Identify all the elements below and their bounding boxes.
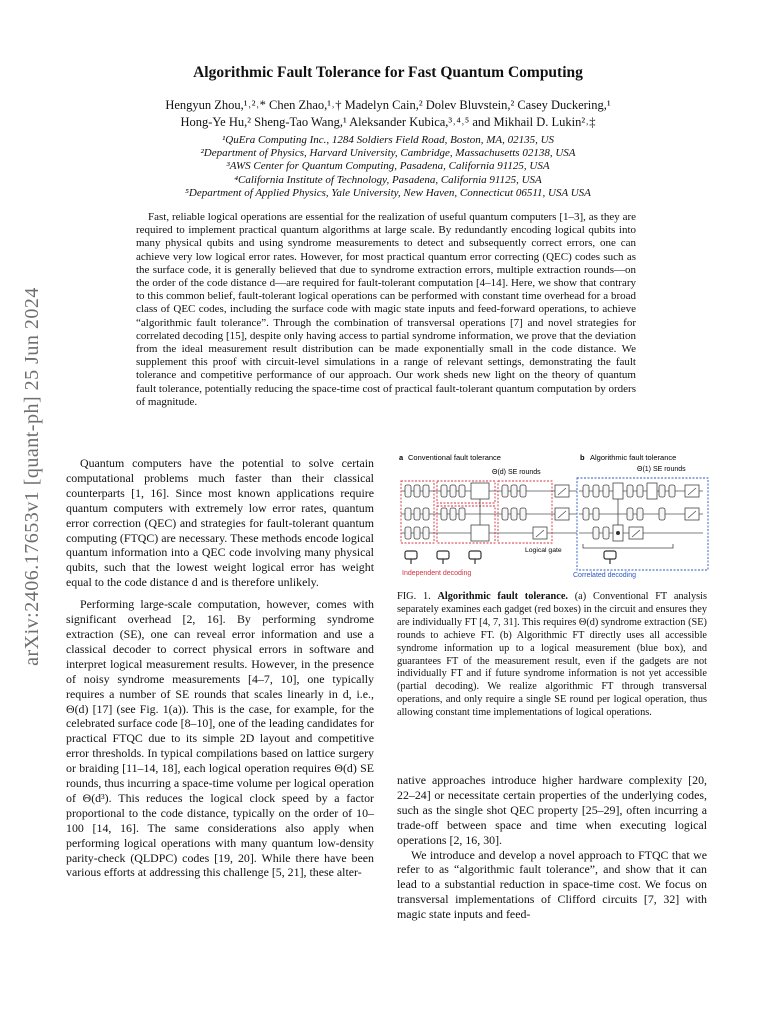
affiliations (120, 134, 656, 200)
logical-gate-box (613, 483, 623, 499)
se-block (593, 527, 599, 539)
decoder-monitor-icon (604, 551, 616, 559)
se-block (603, 527, 609, 539)
se-block (520, 508, 526, 520)
panel-b-rounds: Θ(1) SE rounds (637, 466, 686, 473)
independent-decoding-label: Independent decoding (402, 570, 472, 577)
se-block (423, 485, 429, 497)
logical-gate-box (471, 483, 489, 499)
logical-gate-label: Logical gate (525, 547, 562, 554)
correlated-decoding-label: Correlated decoding (573, 572, 637, 579)
measurement-box (685, 508, 699, 520)
se-block (450, 508, 456, 520)
body-column-right (397, 773, 707, 922)
decoder-monitor-icon (469, 551, 481, 559)
se-block (414, 485, 420, 497)
se-block (502, 485, 508, 497)
se-block (627, 485, 633, 497)
caption-label: FIG. 1. (397, 591, 431, 602)
se-block (405, 485, 411, 497)
se-block (511, 485, 517, 497)
body-paragraph: Quantum computers have the potential to solve certain computational problems much faster than their classical counterparts [1, 16]. Since most known applications require quantum computers with extremely low error rates, quantum error correction (QEC) and strategies for fault-tolerant quantum computing (FTQC) are necessary. These methods encode logical quantum information into a QEC code involving many physical qubits, such that the lowest weight logical error has weight equal to the code distance d and is therefore unlikely. (66, 456, 374, 590)
se-block (659, 508, 665, 520)
panel-b-title: Algorithmic fault tolerance (590, 453, 677, 462)
measurement-box (555, 485, 569, 497)
panel-a-label: a (399, 453, 404, 462)
se-block (459, 485, 465, 497)
se-block (583, 508, 589, 520)
decoding-bracket (583, 544, 673, 548)
se-block (405, 527, 411, 539)
se-block (423, 527, 429, 539)
affiliation: ⁵Department of Applied Physics, Yale University, New Haven, Connecticut 06511, USA USA (185, 186, 591, 199)
se-block (669, 485, 675, 497)
paper-title: Algorithmic Fault Tolerance for Fast Quantum Computing (193, 64, 583, 81)
se-block (520, 485, 526, 497)
se-block (637, 485, 643, 497)
measurement-box (629, 527, 643, 539)
se-block (502, 508, 508, 520)
se-block (414, 527, 420, 539)
panel-a-title: Conventional fault tolerance (408, 453, 501, 462)
se-block (423, 508, 429, 520)
se-block (637, 508, 643, 520)
affiliation: ⁴California Institute of Technology, Pasadena, California 91125, USA (234, 173, 542, 186)
se-block (593, 485, 599, 497)
se-block (450, 485, 456, 497)
abstract: Fast, reliable logical operations are essential for the realization of useful quantum computers [1–3], as they are required to implement practical quantum algorithms at large scale. By redundantly encoding logical qubits into many physical qubits and using syndrome measurements to detect and subsequently correct errors, one can achieve very low logical error rates. However, for most practical quantum error correcting (QEC) codes such as the surface code, it is generally believed that due to syndrome extraction errors, multiple extraction rounds—on the order of the code distance d—are required for fault-tolerant computation [4–14]. Here, we show that contrary to this common belief, fault-tolerant logical operations can be performed with constant time overhead for a broad class of QEC codes, including the surface code with magic state inputs and feed-forward operations, to achieve “algorithmic fault tolerance”. Through the combination of transversal operations [7] and novel strategies for correlated decoding [15], despite only having access to partial syndrome information, we prove that the deviation from the ideal measurement result distribution can be made exponentially small in the code distance. We supplement this proof with circuit-level simulations in a range of relevant settings, demonstrating the fault tolerance and competitive performance of our approach. Our work sheds new light on the theory of quantum fault tolerance, potentially reducing the space-time cost of practical fault-tolerant quantum computation by orders of magnitude. (136, 211, 636, 408)
affiliation: ¹QuEra Computing Inc., 1284 Soldiers Field Road, Boston, MA, 02135, US (221, 134, 555, 146)
decoder-monitor-icon (437, 551, 449, 559)
se-block (659, 485, 665, 497)
panel-a-rounds: Θ(d) SE rounds (492, 469, 541, 476)
figure-1-caption (397, 591, 707, 720)
se-block (414, 508, 420, 520)
measurement-box (685, 485, 699, 497)
caption-bold-title: Algorithmic fault tolerance. (437, 591, 568, 602)
arxiv-identifier (10, 266, 54, 686)
se-block (405, 508, 411, 520)
se-block (593, 508, 599, 520)
figure-1-schematic (397, 451, 709, 586)
body-paragraph: Performing large-scale computation, however, comes with significant overhead [2, 16]. By performing syndrome extraction (SE), one can reveal error information and use a classical decoder to correct physical errors in software and interpret logical measurement results. However, in the presence of noisy syndrome measurements [4–7, 10], one typically requires a number of SE rounds that scales linearly in d, i.e., Θ(d) [17] (see Fig. 1(a)). This is the case, for example, for the celebrated surface code [8–10], one of the leading candidates for practical FTQC due to its simple 2D layout and competitive error thresholds. In typical compilations based on lattice surgery or braiding [11–14, 18], each logical operation requires Θ(d) SE rounds, thus incurring a space-time volume per logical operation of Θ(d³). This reduces the logical clock speed by a factor proportional to the code distance, typically on the order of 10–100 [14, 16]. The same considerations also apply when performing logical operations with many quantum low-density parity-check (QLDPC) codes [19, 20]. While there have been various efforts at addressing this challenge [5, 21], these alter- (66, 597, 374, 880)
se-block (511, 508, 517, 520)
body-column-left (66, 456, 374, 880)
se-block (583, 485, 589, 497)
se-block (459, 508, 465, 520)
se-block (441, 508, 447, 520)
logical-gate-box (471, 525, 489, 541)
se-block (627, 508, 633, 520)
figure-1 (397, 451, 709, 586)
affiliation: ³AWS Center for Quantum Computing, Pasadena, California 91125, USA (226, 160, 550, 173)
control-dot (616, 531, 620, 535)
panel-b-label: b (580, 453, 585, 462)
se-block (603, 485, 609, 497)
body-paragraph: We introduce and develop a novel approach to FTQC that we refer to as “algorithmic fault tolerance”, and show that it can lead to a substantial reduction in space-time cost. We focus on transversal implementations of Clifford circuits [7, 32] with magic state inputs and feed- (397, 847, 707, 922)
author-list-line-1: Hengyun Zhou,¹˒²˒* Chen Zhao,¹˒† Madelyn Cain,² Dolev Bluvstein,² Casey Duckering,¹ (165, 98, 611, 112)
logical-gate-box (647, 483, 657, 499)
caption-text: (a) Conventional FT analysis separately examines each gadget (red boxes) in the circuit and ensures they are individually FT [4, 7, 31]. This requires Θ(d) syndrome extraction (SE) rounds to achieve FT. (b) Algorithmic FT directly uses all accessible syndrome information up to a logical measurement (blue box), and guarantees FT of the measurement result, even if the gadgets are not individually FT and if future syndrome information is not yet accessible (partial decoding). We realize algorithmic FT through transversal operations, and only require a single SE round per logical operation, thus allowing constant time implementations of logical operations. (397, 591, 707, 719)
affiliation: ²Department of Physics, Harvard University, Cambridge, Massachusetts 02138, USA (200, 147, 576, 160)
author-list-line-2: Hong-Ye Hu,² Sheng-Tao Wang,¹ Aleksander Kubica,³˒⁴˒⁵ and Mikhail D. Lukin²˒‡ (180, 115, 596, 129)
measurement-box (533, 527, 547, 539)
measurement-box (555, 508, 569, 520)
arxiv-identifier-text: arXiv:2406.17653v1 [quant-ph] 25 Jun 2024 (20, 286, 43, 666)
se-block (441, 485, 447, 497)
decoder-monitor-icon (405, 551, 417, 559)
body-paragraph: native approaches introduce higher hardware complexity [20, 22–24] or necessitate certain properties of the underlying codes, such as the single shot QEC property [25–29], often incurring a trade-off between space and time when executing logical operations [2, 16, 30]. (397, 773, 707, 847)
